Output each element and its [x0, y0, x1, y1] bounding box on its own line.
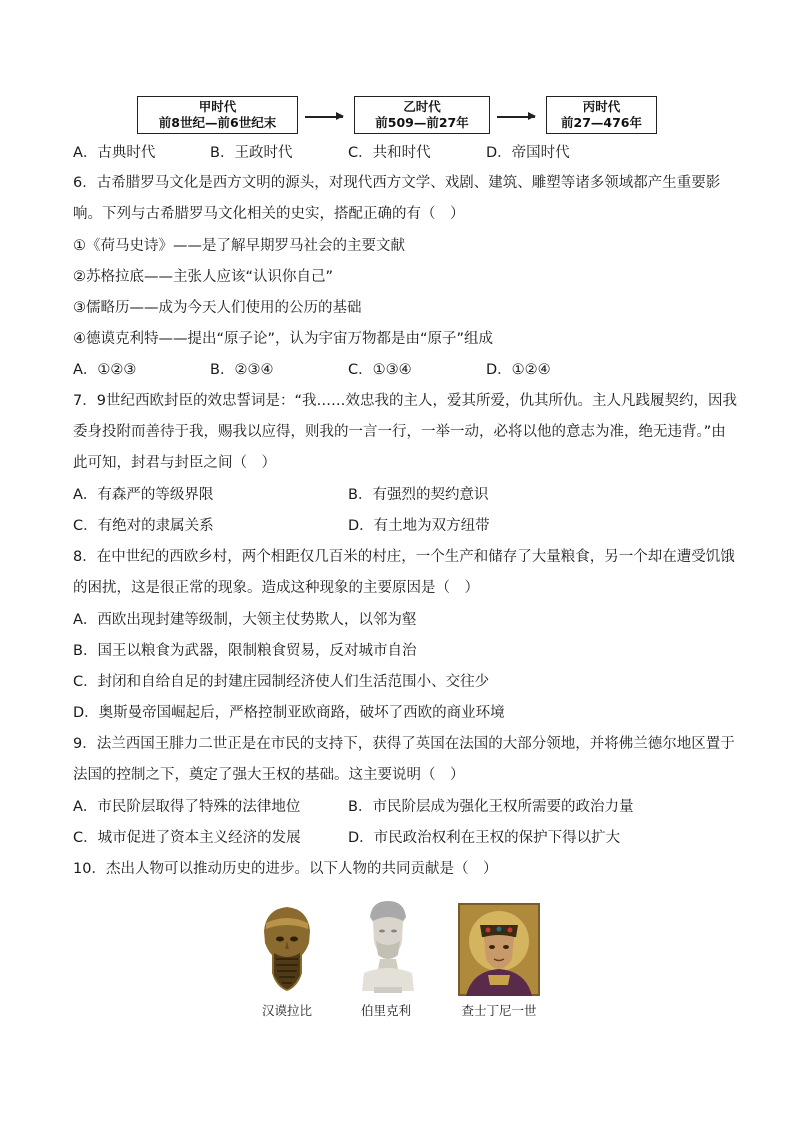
q7-option-a: A．有森严的等级界限: [73, 487, 214, 503]
q10-figure-caption-hammurabi: 汉谟拉比: [261, 1003, 312, 1018]
timeline-box-jia: [137, 96, 298, 134]
q8-stem: 8．在中世纪的西欧乡村，两个相距仅几百米的村庄，一个生产和储存了大量粮食，另一个却在遭受饥饿的困扰，这是很正常的现象。造成这种现象的主要原因是（ ）: [73, 549, 735, 596]
q9-option-d: D．市民政治权利在王权的保护下得以扩大: [348, 830, 621, 846]
q8-option-c: C．封闭和自给自足的封建庄园制经济使人们生活范围小、交往少: [73, 674, 490, 690]
q6-option-b: B．②③④: [210, 362, 274, 378]
q9-option-c: C．城市促进了资本主义经济的发展: [73, 830, 301, 846]
q10-stem: 10．杰出人物可以推动历史的进步。以下人物的共同贡献是（ ）: [73, 861, 498, 877]
timeline-range: 前509—前27年: [375, 115, 469, 130]
q9-stem: 9．法兰西国王腓力二世正是在市民的支持下，获得了英国在法国的大部分领地，并将佛兰德尔地区置于法国的控制之下，奠定了强大王权的基础。这主要说明（ ）: [73, 736, 735, 783]
q6-item-3: ③儒略历——成为今天人们使用的公历的基础: [73, 300, 362, 316]
timeline-name: 丙时代: [582, 99, 621, 114]
q10-figure-caption-justinian: 查士丁尼一世: [461, 1003, 537, 1018]
q8-option-d: D．奥斯曼帝国崛起后，严格控制亚欧商路，破坏了西欧的商业环境: [73, 705, 505, 721]
q10-figure-caption-pericles: 伯里克利: [360, 1003, 411, 1018]
q5-option-b: B．王政时代: [210, 145, 293, 161]
q8-option-b: B．国王以粮食为武器，限制粮食贸易，反对城市自治: [73, 643, 417, 659]
q6-item-1: ①《荷马史诗》——是了解早期罗马社会的主要文献: [73, 238, 405, 254]
timeline-box-bing: [546, 96, 657, 134]
q7-option-b: B．有强烈的契约意识: [348, 487, 489, 503]
q8-option-a: A．西欧出现封建等级制，大领主仗势欺人，以邻为壑: [73, 612, 417, 628]
hammurabi-image: [252, 903, 322, 995]
q6-option-d: D．①②④: [486, 362, 551, 378]
q6-option-a: A．①②③: [73, 362, 137, 378]
arrow-icon: [305, 116, 343, 118]
justinian-image: [458, 903, 540, 996]
pericles-image: [356, 899, 418, 995]
arrow-icon: [497, 116, 535, 118]
q7-option-d: D．有土地为双方纽带: [348, 518, 490, 534]
timeline-range: 前27—476年: [561, 115, 642, 130]
q7-stem: 7．9世纪西欧封臣的效忠誓词是：“我……效忠我的主人，爱其所爱，仇其所仇。主人凡践履契约，因我委身投附而善待于我，赐我以应得，则我的一言一行，一举一动，必将以他的意志为准，绝无违背。”由此可知，封君与封臣之间（ ）: [73, 393, 737, 471]
timeline-box-yi: [354, 96, 490, 134]
q9-option-b: B．市民阶层成为强化王权所需要的政治力量: [348, 799, 634, 815]
q5-option-a: A．古典时代: [73, 145, 156, 161]
q5-option-c: C．共和时代: [348, 145, 431, 161]
q6-option-c: C．①③④: [348, 362, 412, 378]
q5-option-d: D．帝国时代: [486, 145, 570, 161]
q9-option-a: A．市民阶层取得了特殊的法律地位: [73, 799, 301, 815]
timeline-name: 乙时代: [403, 99, 441, 114]
q6-stem: 6．古希腊罗马文化是西方文明的源头，对现代西方文学、戏剧、建筑、雕塑等诸多领域都产生重要影响。下列与古希腊罗马文化相关的史实，搭配正确的有（ ）: [73, 175, 721, 222]
q6-item-2: ②苏格拉底——主张人应该“认识你自己”: [73, 269, 334, 285]
timeline-range: 前8世纪—前6世纪末: [158, 115, 277, 130]
q6-item-4: ④德谟克利特——提出“原子论”，认为宇宙万物都是由“原子”组成: [73, 331, 494, 347]
timeline-name: 甲时代: [198, 99, 237, 114]
q7-option-c: C．有绝对的隶属关系: [73, 518, 214, 534]
